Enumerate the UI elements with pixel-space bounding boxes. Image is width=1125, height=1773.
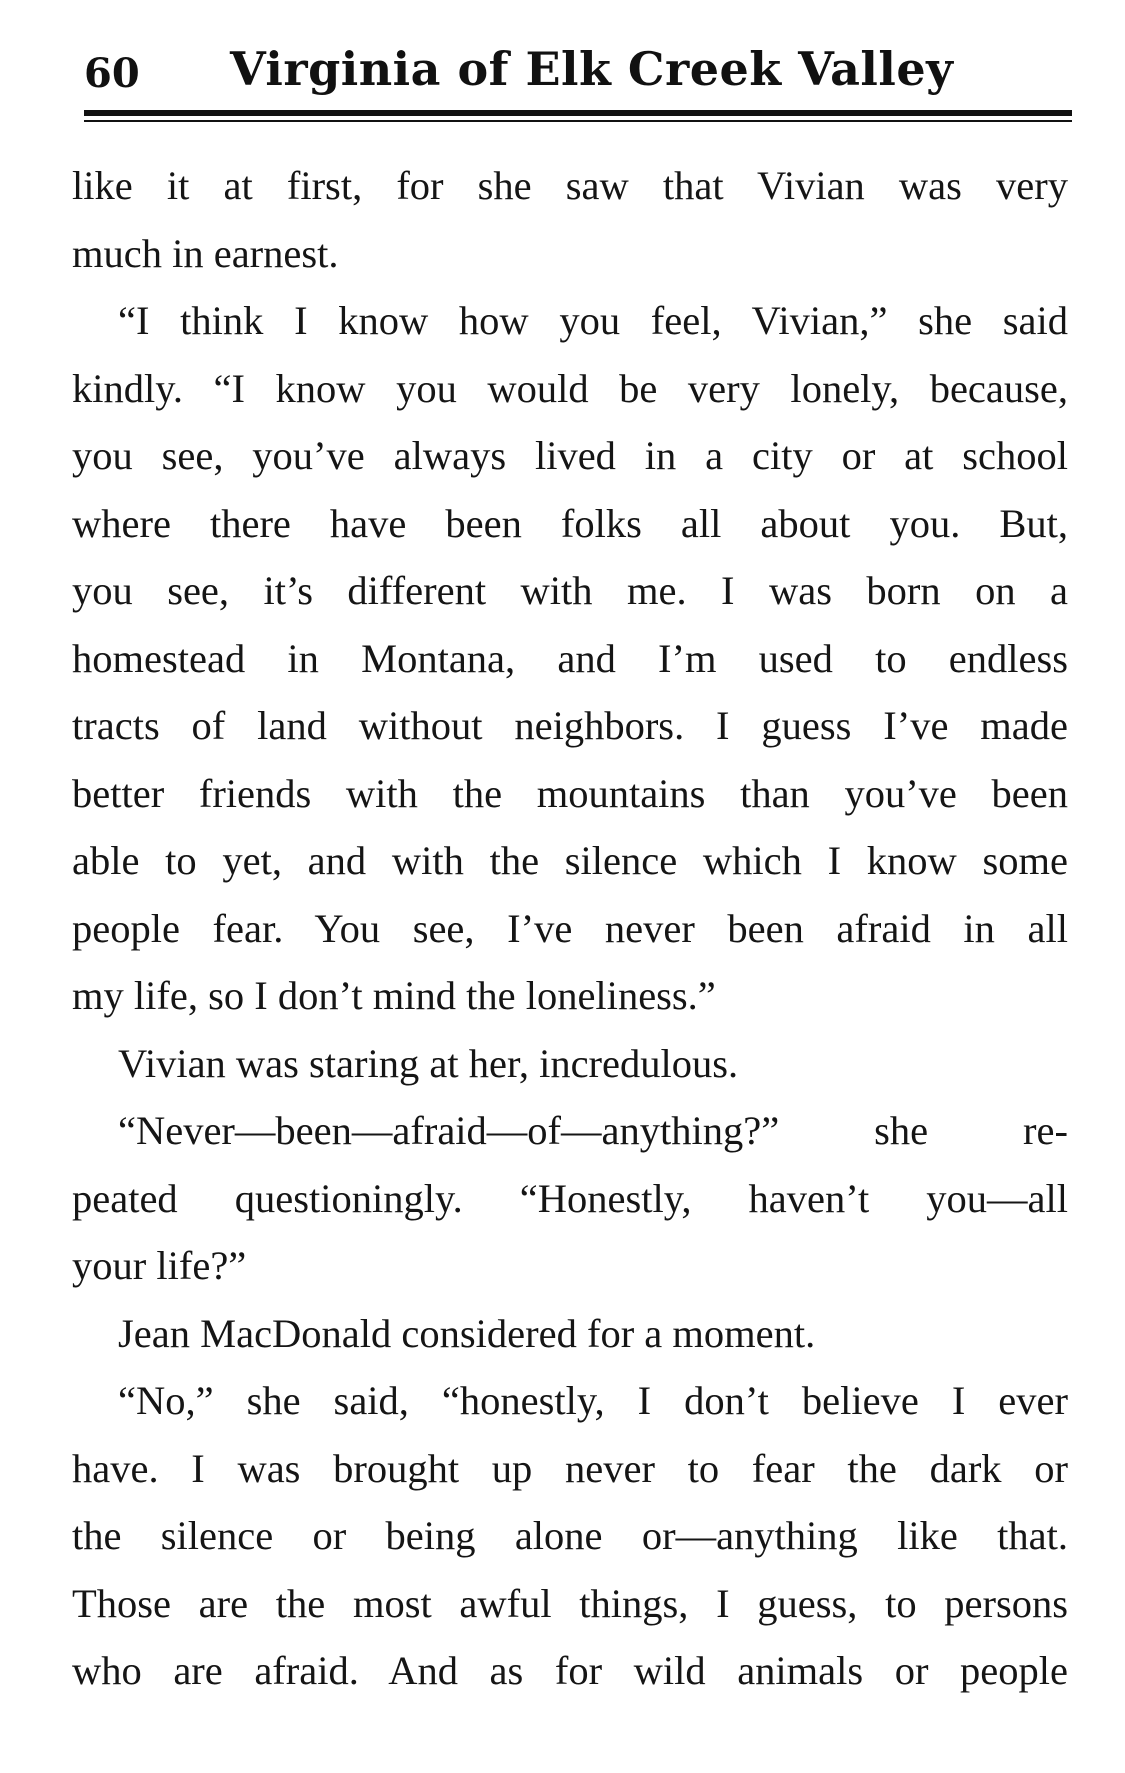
text-line: where there have been folks all about you. But,: [72, 500, 1068, 546]
page-header: [84, 36, 1069, 106]
text-line: better friends with the mountains than you’ve been: [72, 770, 1068, 816]
text-line: like it at first, for she saw that Vivian was very: [72, 163, 1068, 208]
header-rule-thin: [84, 120, 1072, 122]
text-line: kindly. “I know you would be very lonely, because,: [72, 365, 1068, 411]
text-line: you see, you’ve always lived in a city or at school: [72, 433, 1068, 478]
text-line: “No,” she said, “honestly, I don’t believe I ever: [118, 1378, 1068, 1423]
text-line: peated questioningly. “Honestly, haven’t you—all: [72, 1175, 1068, 1221]
text-line: who are afraid. And as for wild animals or people: [72, 1648, 1068, 1693]
page-number: 60: [84, 50, 140, 97]
text-line: your life?”: [72, 1243, 247, 1288]
text-line: Those are the most awful things, I guess, to persons: [72, 1580, 1068, 1626]
text-line: Jean MacDonald considered for a moment.: [118, 1310, 816, 1356]
running-title: Virginia of Elk Creek Valley: [230, 42, 954, 96]
text-line: tracts of land without neighbors. I guess I’ve made: [72, 703, 1068, 748]
text-line: the silence or being alone or—anything like that.: [72, 1513, 1068, 1558]
body-text: [72, 152, 1068, 1705]
text-line: people fear. You see, I’ve never been afraid in all: [72, 905, 1068, 951]
header-rule-thick: [84, 110, 1072, 116]
text-line: homestead in Montana, and I’m used to endless: [72, 635, 1068, 681]
text-line: “I think I know how you feel, Vivian,” she said: [118, 298, 1068, 343]
text-line: Vivian was staring at her, incredulous.: [118, 1040, 739, 1086]
text-line: have. I was brought up never to fear the dark or: [72, 1445, 1068, 1491]
text-line: able to yet, and with the silence which I know some: [72, 838, 1068, 883]
text-line: you see, it’s different with me. I was born on a: [72, 568, 1068, 613]
text-line: “Never—been—afraid—of—anything?” she re-: [118, 1108, 1068, 1153]
text-line: much in earnest.: [72, 230, 339, 276]
text-line: my life, so I don’t mind the loneliness.”: [72, 973, 716, 1018]
